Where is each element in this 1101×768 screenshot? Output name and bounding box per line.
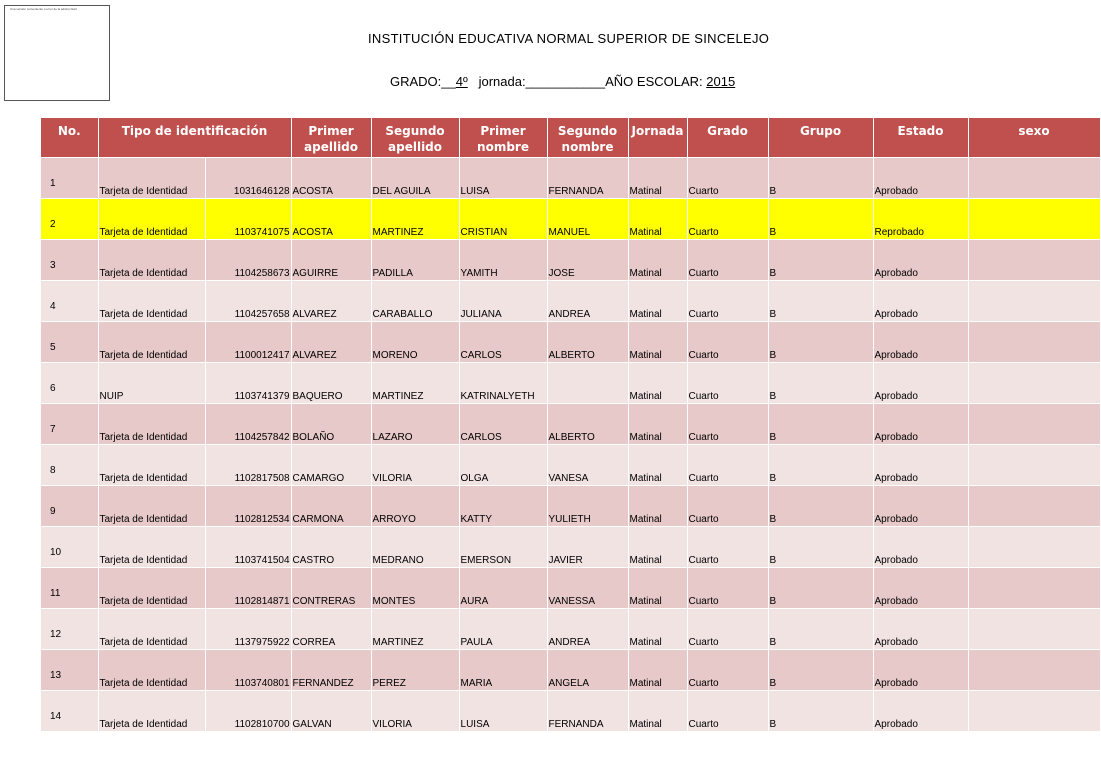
cell-segundo-apellido: MEDRANO (371, 526, 459, 567)
logo-caption: Una versión conveniente o error de la edición fácil (10, 7, 77, 11)
student-roster-table (41, 118, 1101, 732)
cell-estado: Aprobado (873, 608, 968, 649)
col-header-segundo-nombre: Segundo nombre (547, 118, 628, 157)
cell-primer-apellido: ALVAREZ (291, 321, 371, 362)
cell-primer-apellido: ALVAREZ (291, 280, 371, 321)
col-header-no: No. (41, 118, 98, 157)
cell-grupo: B (768, 198, 873, 239)
grado-label: GRADO: (390, 74, 442, 89)
cell-primer-apellido: BOLAÑO (291, 403, 371, 444)
cell-grupo: B (768, 321, 873, 362)
cell-segundo-apellido: PEREZ (371, 649, 459, 690)
cell-segundo-nombre: ANGELA (547, 649, 628, 690)
cell-grado: Cuarto (687, 649, 768, 690)
cell-grado: Cuarto (687, 321, 768, 362)
cell-segundo-apellido: DEL AGUILA (371, 157, 459, 198)
cell-numero-identificacion: 1102817508 (205, 444, 291, 485)
cell-sexo (968, 198, 1100, 239)
cell-jornada: Matinal (628, 690, 687, 731)
table-row (41, 608, 1100, 649)
cell-segundo-nombre: FERNANDA (547, 690, 628, 731)
cell-grado: Cuarto (687, 239, 768, 280)
cell-row-number: 7 (41, 403, 98, 444)
cell-grupo: B (768, 526, 873, 567)
school-logo-placeholder (4, 5, 110, 101)
cell-sexo (968, 526, 1100, 567)
table-row (41, 690, 1100, 731)
cell-grupo: B (768, 362, 873, 403)
cell-primer-apellido: FERNANDEZ (291, 649, 371, 690)
cell-primer-apellido: CASTRO (291, 526, 371, 567)
cell-numero-identificacion: 1102810700 (205, 690, 291, 731)
cell-numero-identificacion: 1103741075 (205, 198, 291, 239)
cell-sexo (968, 362, 1100, 403)
cell-row-number: 11 (41, 567, 98, 608)
cell-segundo-apellido: ARROYO (371, 485, 459, 526)
cell-sexo (968, 280, 1100, 321)
jornada-label: jornada: (478, 74, 526, 89)
col-header-sexo: sexo (968, 118, 1100, 157)
cell-grupo: B (768, 444, 873, 485)
cell-segundo-nombre: VANESA (547, 444, 628, 485)
cell-segundo-nombre: YULIETH (547, 485, 628, 526)
cell-primer-nombre: LUISA (459, 690, 547, 731)
cell-jornada: Matinal (628, 485, 687, 526)
cell-primer-nombre: AURA (459, 567, 547, 608)
cell-row-number: 13 (41, 649, 98, 690)
cell-jornada: Matinal (628, 403, 687, 444)
cell-numero-identificacion: 1103741504 (205, 526, 291, 567)
cell-estado: Aprobado (873, 280, 968, 321)
cell-segundo-apellido: VILORIA (371, 690, 459, 731)
cell-sexo (968, 239, 1100, 280)
cell-primer-nombre: CARLOS (459, 403, 547, 444)
cell-segundo-nombre: ANDREA (547, 280, 628, 321)
anio-value: 2015 (706, 74, 736, 89)
grado-value: 4º (455, 74, 468, 89)
cell-primer-nombre: JULIANA (459, 280, 547, 321)
cell-numero-identificacion: 1137975922 (205, 608, 291, 649)
cell-segundo-nombre: ALBERTO (547, 321, 628, 362)
cell-grupo: B (768, 239, 873, 280)
col-header-primer-nombre: Primer nombre (459, 118, 547, 157)
cell-tipo-identificacion: Tarjeta de Identidad (98, 567, 205, 608)
table-header-row (41, 118, 1100, 157)
table-row (41, 649, 1100, 690)
cell-jornada: Matinal (628, 444, 687, 485)
cell-grupo: B (768, 649, 873, 690)
cell-tipo-identificacion: Tarjeta de Identidad (98, 526, 205, 567)
cell-numero-identificacion: 1102814871 (205, 567, 291, 608)
col-header-jornada: Jornada (628, 118, 687, 157)
cell-segundo-apellido: VILORIA (371, 444, 459, 485)
table-row (41, 444, 1100, 485)
cell-numero-identificacion: 1104258673 (205, 239, 291, 280)
cell-tipo-identificacion: Tarjeta de Identidad (98, 690, 205, 731)
col-header-grado: Grado (687, 118, 768, 157)
cell-grado: Cuarto (687, 485, 768, 526)
cell-estado: Aprobado (873, 362, 968, 403)
cell-numero-identificacion: 1100012417 (205, 321, 291, 362)
cell-tipo-identificacion: Tarjeta de Identidad (98, 444, 205, 485)
cell-numero-identificacion: 1102812534 (205, 485, 291, 526)
cell-segundo-nombre (547, 362, 628, 403)
jornada-blank: ___________ (525, 74, 606, 89)
cell-segundo-apellido: MARTINEZ (371, 608, 459, 649)
cell-estado: Aprobado (873, 690, 968, 731)
cell-grupo: B (768, 690, 873, 731)
cell-row-number: 5 (41, 321, 98, 362)
cell-jornada: Matinal (628, 198, 687, 239)
cell-sexo (968, 485, 1100, 526)
table-row (41, 321, 1100, 362)
cell-sexo (968, 567, 1100, 608)
cell-primer-apellido: CONTRERAS (291, 567, 371, 608)
cell-numero-identificacion: 1031646128 (205, 157, 291, 198)
cell-row-number: 14 (41, 690, 98, 731)
col-header-primer-apellido: Primer apellido (291, 118, 371, 157)
cell-numero-identificacion: 1103741379 (205, 362, 291, 403)
cell-row-number: 1 (41, 157, 98, 198)
cell-sexo (968, 444, 1100, 485)
cell-primer-nombre: KATRINALYETH (459, 362, 547, 403)
cell-primer-nombre: YAMITH (459, 239, 547, 280)
cell-row-number: 3 (41, 239, 98, 280)
cell-estado: Aprobado (873, 157, 968, 198)
cell-jornada: Matinal (628, 608, 687, 649)
cell-estado: Aprobado (873, 321, 968, 362)
cell-primer-apellido: ACOSTA (291, 198, 371, 239)
cell-sexo (968, 157, 1100, 198)
cell-jornada: Matinal (628, 239, 687, 280)
cell-grupo: B (768, 608, 873, 649)
cell-jornada: Matinal (628, 526, 687, 567)
cell-segundo-nombre: VANESSA (547, 567, 628, 608)
cell-primer-apellido: CORREA (291, 608, 371, 649)
cell-segundo-nombre: MANUEL (547, 198, 628, 239)
cell-row-number: 9 (41, 485, 98, 526)
cell-estado: Aprobado (873, 444, 968, 485)
cell-primer-apellido: CAMARGO (291, 444, 371, 485)
cell-primer-nombre: LUISA (459, 157, 547, 198)
col-header-estado: Estado (873, 118, 968, 157)
cell-primer-nombre: OLGA (459, 444, 547, 485)
cell-row-number: 8 (41, 444, 98, 485)
cell-segundo-nombre: JAVIER (547, 526, 628, 567)
col-header-tipo-identificacion: Tipo de identificación (98, 118, 291, 157)
cell-grado: Cuarto (687, 608, 768, 649)
cell-jornada: Matinal (628, 321, 687, 362)
cell-grado: Cuarto (687, 157, 768, 198)
cell-estado: Aprobado (873, 567, 968, 608)
cell-grupo: B (768, 403, 873, 444)
cell-segundo-apellido: CARABALLO (371, 280, 459, 321)
cell-sexo (968, 649, 1100, 690)
cell-estado: Aprobado (873, 526, 968, 567)
cell-row-number: 10 (41, 526, 98, 567)
col-header-grupo: Grupo (768, 118, 873, 157)
cell-row-number: 6 (41, 362, 98, 403)
grade-line (390, 74, 735, 89)
table-row (41, 362, 1100, 403)
cell-segundo-apellido: LAZARO (371, 403, 459, 444)
cell-jornada: Matinal (628, 567, 687, 608)
cell-grado: Cuarto (687, 362, 768, 403)
table-row (41, 239, 1100, 280)
cell-row-number: 12 (41, 608, 98, 649)
cell-grado: Cuarto (687, 567, 768, 608)
cell-grado: Cuarto (687, 403, 768, 444)
cell-estado: Reprobado (873, 198, 968, 239)
cell-jornada: Matinal (628, 362, 687, 403)
cell-segundo-apellido: PADILLA (371, 239, 459, 280)
cell-estado: Aprobado (873, 239, 968, 280)
cell-tipo-identificacion: Tarjeta de Identidad (98, 649, 205, 690)
cell-estado: Aprobado (873, 485, 968, 526)
cell-jornada: Matinal (628, 280, 687, 321)
cell-tipo-identificacion: Tarjeta de Identidad (98, 280, 205, 321)
cell-segundo-apellido: MONTES (371, 567, 459, 608)
cell-jornada: Matinal (628, 157, 687, 198)
cell-tipo-identificacion: Tarjeta de Identidad (98, 608, 205, 649)
grado-blank: __ (441, 74, 456, 89)
cell-primer-apellido: AGUIRRE (291, 239, 371, 280)
cell-row-number: 2 (41, 198, 98, 239)
cell-estado: Aprobado (873, 649, 968, 690)
cell-tipo-identificacion: Tarjeta de Identidad (98, 157, 205, 198)
cell-grado: Cuarto (687, 690, 768, 731)
cell-grado: Cuarto (687, 444, 768, 485)
cell-segundo-apellido: MORENO (371, 321, 459, 362)
cell-segundo-nombre: ALBERTO (547, 403, 628, 444)
cell-sexo (968, 321, 1100, 362)
cell-sexo (968, 690, 1100, 731)
cell-primer-apellido: ACOSTA (291, 157, 371, 198)
cell-grupo: B (768, 567, 873, 608)
cell-primer-apellido: GALVAN (291, 690, 371, 731)
cell-numero-identificacion: 1104257658 (205, 280, 291, 321)
cell-grupo: B (768, 157, 873, 198)
cell-primer-apellido: CARMONA (291, 485, 371, 526)
cell-primer-nombre: KATTY (459, 485, 547, 526)
cell-estado: Aprobado (873, 403, 968, 444)
cell-tipo-identificacion: Tarjeta de Identidad (98, 239, 205, 280)
cell-tipo-identificacion: NUIP (98, 362, 205, 403)
cell-primer-nombre: CRISTIAN (459, 198, 547, 239)
cell-tipo-identificacion: Tarjeta de Identidad (98, 198, 205, 239)
cell-segundo-nombre: FERNANDA (547, 157, 628, 198)
table-row (41, 526, 1100, 567)
table-row (41, 485, 1100, 526)
cell-primer-nombre: EMERSON (459, 526, 547, 567)
cell-tipo-identificacion: Tarjeta de Identidad (98, 485, 205, 526)
cell-numero-identificacion: 1104257842 (205, 403, 291, 444)
cell-primer-nombre: CARLOS (459, 321, 547, 362)
cell-tipo-identificacion: Tarjeta de Identidad (98, 321, 205, 362)
cell-grado: Cuarto (687, 280, 768, 321)
institution-title: INSTITUCIÓN EDUCATIVA NORMAL SUPERIOR DE SINCELEJO (368, 31, 770, 46)
col-header-segundo-apellido: Segundo apellido (371, 118, 459, 157)
cell-sexo (968, 608, 1100, 649)
anio-label: AÑO ESCOLAR: (605, 74, 707, 89)
cell-numero-identificacion: 1103740801 (205, 649, 291, 690)
cell-segundo-nombre: ANDREA (547, 608, 628, 649)
cell-grupo: B (768, 485, 873, 526)
cell-segundo-apellido: MARTINEZ (371, 362, 459, 403)
cell-sexo (968, 403, 1100, 444)
table-row (41, 567, 1100, 608)
cell-primer-nombre: PAULA (459, 608, 547, 649)
cell-primer-nombre: MARIA (459, 649, 547, 690)
table-row (41, 157, 1100, 198)
table-row (41, 280, 1100, 321)
cell-grado: Cuarto (687, 198, 768, 239)
cell-tipo-identificacion: Tarjeta de Identidad (98, 403, 205, 444)
table-row-highlighted (41, 198, 1100, 239)
cell-segundo-apellido: MARTINEZ (371, 198, 459, 239)
table-row (41, 403, 1100, 444)
cell-grupo: B (768, 280, 873, 321)
cell-row-number: 4 (41, 280, 98, 321)
cell-jornada: Matinal (628, 649, 687, 690)
cell-primer-apellido: BAQUERO (291, 362, 371, 403)
cell-segundo-nombre: JOSE (547, 239, 628, 280)
cell-grado: Cuarto (687, 526, 768, 567)
